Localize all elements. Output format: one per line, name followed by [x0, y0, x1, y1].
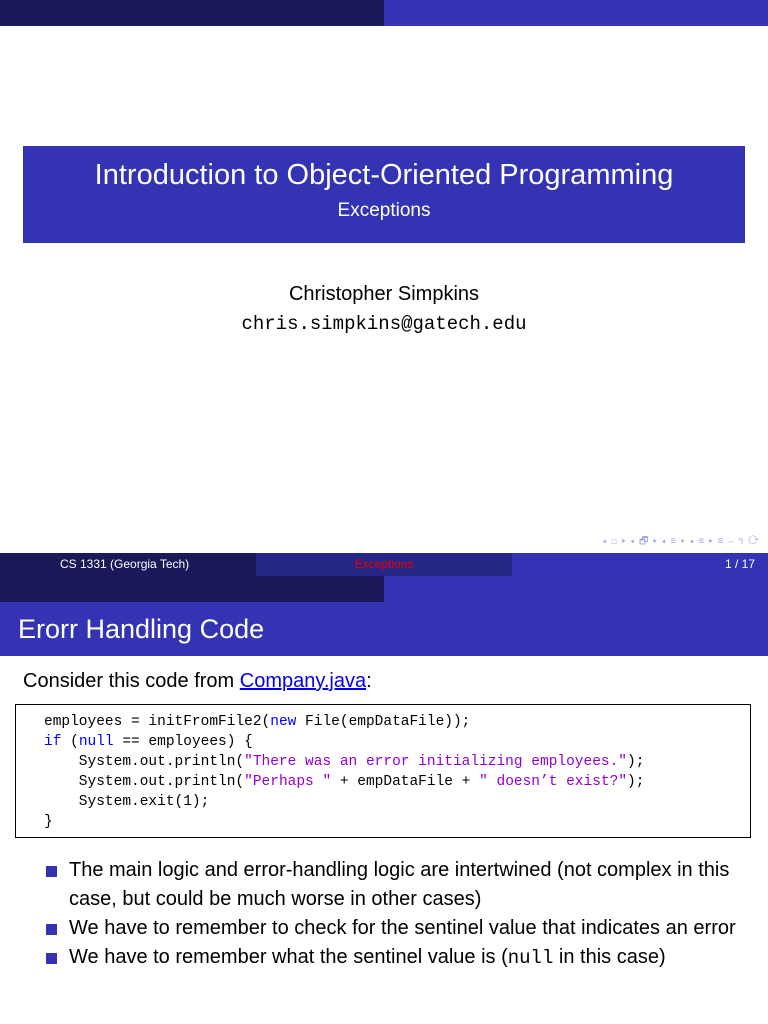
author-email: chris.simpkins@gatech.edu: [241, 313, 527, 335]
bullet-square-icon: [46, 953, 57, 964]
code-string: " doesn’t exist?": [479, 774, 628, 790]
code-line: System.out.println("There was an error initializing employees.");: [44, 754, 645, 770]
presentation-title: Introduction to Object-Oriented Programming: [94, 159, 674, 191]
header-bar-left: [0, 576, 384, 602]
beamer-navigation-icons[interactable]: ◂ ◻ ▸ ◂ 🗗 ▸ ◂ ≡ ▸ ◂ ≡ ▸ ≡ ∽ ૧ ⟳: [602, 536, 760, 547]
footer-section: Exceptions: [256, 553, 512, 576]
content-slide: [0, 576, 768, 1024]
header-bar-right: [384, 576, 768, 602]
footer-course: CS 1331 (Georgia Tech): [0, 553, 256, 576]
bullet-square-icon: [46, 924, 57, 935]
intro-prefix: Consider this code from: [23, 670, 240, 692]
presentation-subtitle: Exceptions: [337, 200, 431, 221]
code-line: if (null == employees) {: [44, 734, 253, 750]
code-string: "There was an error initializing employees.": [244, 754, 628, 770]
inline-code: null: [507, 947, 554, 969]
code-line: System.out.println("Perhaps " + empDataFile + " doesn’t exist?");: [44, 774, 645, 790]
code-string: "Perhaps ": [244, 774, 332, 790]
company-java-link[interactable]: Company.java: [239, 670, 367, 692]
bullet-item: We have to remember what the sentinel value is (null in this case): [46, 943, 746, 973]
header-bar-left: [0, 0, 384, 26]
intro-suffix: :: [366, 670, 372, 692]
bullet-item: We have to remember to check for the sentinel value that indicates an error: [46, 914, 746, 943]
header-bar: [0, 576, 768, 602]
code-keyword: null: [78, 734, 114, 750]
author-name: Christopher Simpkins: [288, 283, 480, 305]
bullet-item: The main logic and error-handling logic are intertwined (not complex in this case, but could be much worse in other cases): [46, 856, 746, 914]
code-keyword: new: [270, 714, 297, 730]
code-keyword: if: [44, 734, 62, 750]
code-listing: [15, 704, 751, 838]
header-bar: [0, 0, 768, 26]
frame-title: Erorr Handling Code: [0, 602, 768, 656]
title-block: [23, 146, 745, 243]
bullet-list: [46, 856, 746, 973]
code-line: }: [44, 814, 53, 830]
code-line: employees = initFromFile2(new File(empDataFile));: [44, 714, 471, 730]
slide-footer: [0, 553, 768, 576]
footer-page-number: 1 / 17: [512, 553, 768, 576]
code-line: System.exit(1);: [44, 794, 210, 810]
intro-text: [23, 670, 372, 693]
bullet-square-icon: [46, 866, 57, 877]
header-bar-right: [384, 0, 768, 26]
